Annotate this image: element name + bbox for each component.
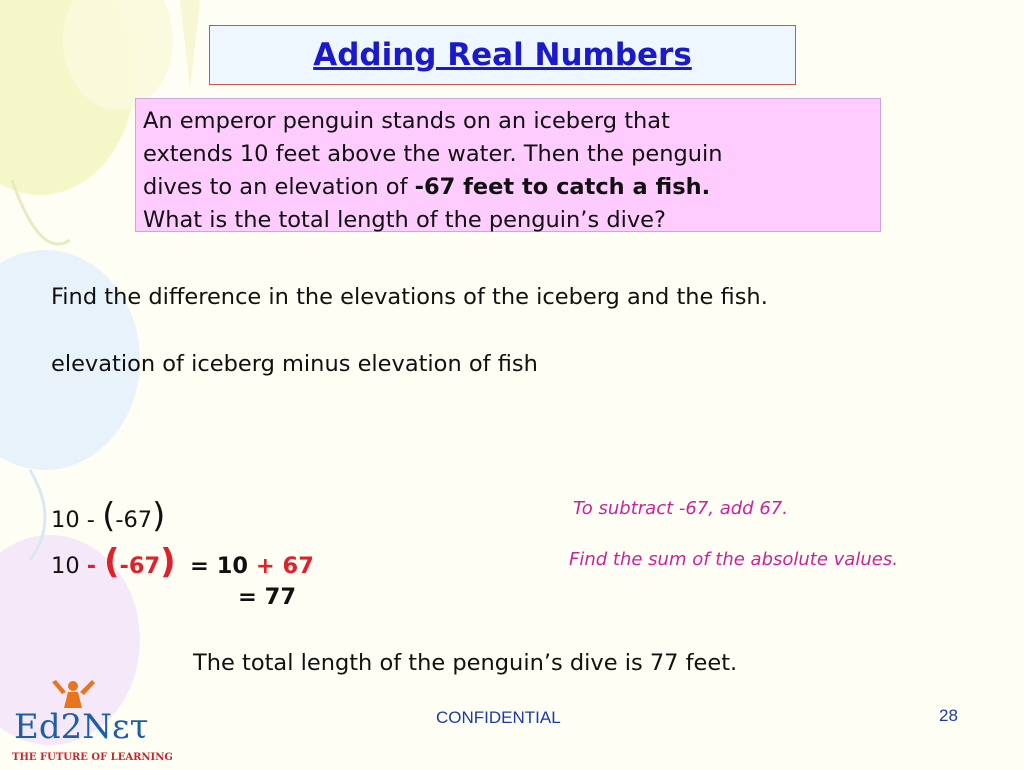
expr2-a: 10	[51, 553, 87, 579]
problem-line-3	[143, 171, 873, 204]
expression-1	[51, 496, 165, 536]
logo-figure-icon	[12, 676, 172, 766]
expr1-right-paren: )	[152, 496, 166, 536]
logo-name: Ed2Nετ	[14, 707, 149, 747]
expr2-minus: -	[86, 553, 104, 579]
find-difference-text: Find the difference in the elevations of the iceberg and the fish.	[51, 284, 768, 310]
problem-line-4: What is the total length of the penguin’s dive?	[143, 207, 666, 233]
problem-line-1: An emperor penguin stands on an iceberg that	[143, 108, 670, 134]
problem-box	[135, 98, 881, 232]
expression-2	[51, 542, 314, 582]
expr1-b: -67	[115, 507, 153, 533]
hint-subtract: To subtract -67, add 67.	[573, 498, 788, 519]
expr1-left-paren: (	[102, 496, 116, 536]
expression-3: = 77	[238, 584, 296, 610]
footer-confidential: CONFIDENTIAL	[436, 708, 561, 727]
expr1-a: 10 -	[51, 507, 103, 533]
hint-absolute-values: Find the sum of the absolute values.	[569, 549, 898, 570]
expr2-equals: = 10	[190, 553, 256, 579]
expr2-b: -67	[119, 553, 161, 579]
ed2net-logo	[12, 676, 172, 766]
expr2-left-paren: (	[103, 542, 120, 582]
problem-line-3-bold: -67 feet to catch a fish.	[414, 174, 711, 200]
page-number: 28	[939, 706, 958, 725]
title-box	[209, 25, 796, 85]
problem-line-2: extends 10 feet above the water. Then the penguin	[143, 141, 723, 167]
verbal-expression: elevation of iceberg minus elevation of fish	[51, 351, 538, 377]
conclusion-text: The total length of the penguin’s dive is 77 feet.	[193, 650, 738, 676]
expr2-plus: + 67	[255, 553, 314, 579]
expr2-right-paren: )	[160, 542, 176, 582]
problem-line-3-text: dives to an elevation of	[143, 174, 415, 200]
slide-title: Adding Real Numbers	[313, 37, 692, 73]
logo-tagline: THE FUTURE OF LEARNING	[12, 752, 172, 763]
